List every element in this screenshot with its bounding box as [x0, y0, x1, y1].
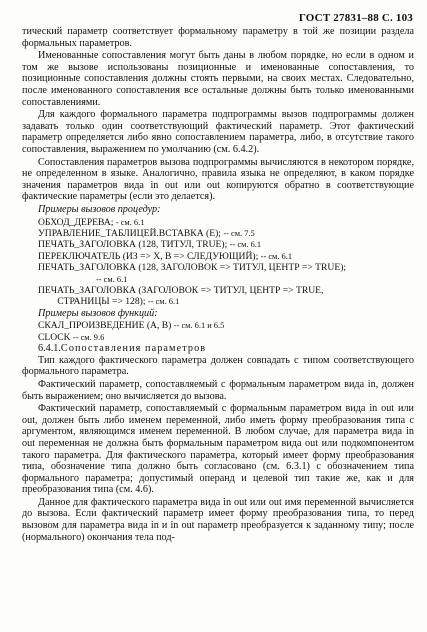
code-line — [22, 332, 414, 343]
section-heading — [22, 343, 414, 355]
section-number: 6.4.1. — [38, 343, 61, 355]
paragraph: Фактический параметр, сопоставляемый с формальным параметром вида in out или out, должен быть либо именем переменной, либо иметь форму преобразования типа с аргументом, являющимся именем переменной. В любом случае, для параметра вида in out переменная не должна быть формальным параметром вида out или подкомпонентом такого параметра. Для фактического параметра, который имеет форму преобразования типа, обозначение типа должно быть согласовано (см. 6.3.1) с обозначением типа формального параметра; допустимый операнд и целевой тип такие же, как и для преобразования типа (см. 4.6). — [22, 403, 414, 496]
code-ref: -- см. 6.1 — [260, 251, 293, 261]
paragraph: Для каждого формального параметра подпрограммы вызов подпрограммы должен задавать только один соответствующий фактический параметр. Этот фактический параметр определяется либо явно сопоставлением параметра, либо, в отсутствие такого сопоставления, выражением по умолчанию (см. 6.4.2). — [22, 109, 414, 155]
code-text: ПЕРЕКЛЮЧАТЕЛЬ (ИЗ => Х, В => СЛЕДУЮЩИЙ); — [38, 250, 259, 262]
code-ref: - см. 6.1 — [115, 217, 145, 227]
code-ref: -- см. 6.1 и 6.5 — [173, 321, 225, 331]
code-text: ПЕЧАТЬ_ЗАГОЛОВКА (128, ЗАГОЛОВОК => ТИТУЛ, ЦЕНТР => TRUE); — [38, 262, 347, 274]
paragraph: Фактический параметр, сопоставляемый с формальным параметром вида in, должен быть выражением; оно вычисляется до вызова. — [22, 378, 414, 402]
code-line — [22, 296, 414, 307]
paragraph: Данное для фактического параметра вида in out или out имя переменной вычисляется до вызова. Если фактический параметр имеет форму преобразования типа, то перед вызовом для параметра вида in и in out параметр преобразуется к заданному типу; после (нормального) окончания тела под- — [22, 496, 414, 543]
code-ref: -- см. 6.1 — [229, 240, 262, 250]
code-text: ОБХОД_ДЕРЕВА; — [38, 216, 114, 228]
paragraph: тический параметр соответствует формальному параметру в той же позиции раздела формальных параметров. — [22, 26, 414, 49]
code-line — [22, 274, 414, 285]
code-text: СКАЛ_ПРОИЗВЕДЕНИЕ (А, В) — [38, 320, 172, 332]
code-text: ПЕЧАТЬ_ЗАГОЛОВКА (128, ТИТУЛ, TRUE); — [38, 239, 228, 251]
code-line — [22, 285, 414, 296]
examples-functions-title: Примеры вызовов функций: — [38, 307, 158, 319]
code-line — [22, 228, 414, 239]
paragraph: Тип каждого фактического параметра должен совпадать с типом соответствующего формального параметра. — [22, 354, 414, 378]
code-line — [22, 251, 414, 262]
paragraph: Сопоставления параметров вызова подпрограммы вычисляются в некотором порядке, не определенном в языке. Аналогично, правила языка не определяют, в каком порядке значения параметров вида in out или out копируются обратно в соответствующие фактические параметры (если это делается). — [22, 156, 414, 203]
examples-procedures-title: Примеры вызовов процедур: — [38, 203, 161, 215]
code-text: CLOCK — [38, 331, 71, 343]
page-header: ГОСТ 27831–88 С. 103 — [298, 12, 413, 24]
code-ref: -- см. 6.1 — [147, 297, 180, 307]
section-title: Сопоставления параметров — [60, 343, 207, 355]
code-text: УПРАВЛЕНИЕ_ТАБЛИЦЕЙ.ВСТАВКА (Е); — [38, 227, 221, 239]
paragraph: Именованные сопоставления могут быть даны в любом порядке, но если в одном и том же вызове использованы позиционные и именованные сопоставления, то позиционные сопоставления должны стоять первыми, на своих местах. Следовательно, после именованного сопоставления все остальные должны быть только именованными сопоставлениями. — [22, 50, 414, 108]
code-ref: -- см. 9.6 — [72, 332, 105, 342]
code-line — [22, 217, 414, 228]
code-text: СТРАНИЦЫ => 128); — [38, 296, 146, 308]
code-line — [22, 239, 414, 250]
page-content — [22, 26, 414, 544]
code-text: ПЕЧАТЬ_ЗАГОЛОВКА (ЗАГОЛОВОК => ТИТУЛ, ЦЕНТР => TRUE, — [38, 284, 324, 296]
examples-procedures-block — [22, 217, 414, 308]
code-ref: -- см. 6.1 — [96, 274, 128, 284]
examples-functions-block — [22, 320, 414, 343]
code-line — [22, 320, 414, 331]
code-line — [22, 262, 414, 273]
code-ref: -- см. 7.5 — [223, 228, 255, 238]
